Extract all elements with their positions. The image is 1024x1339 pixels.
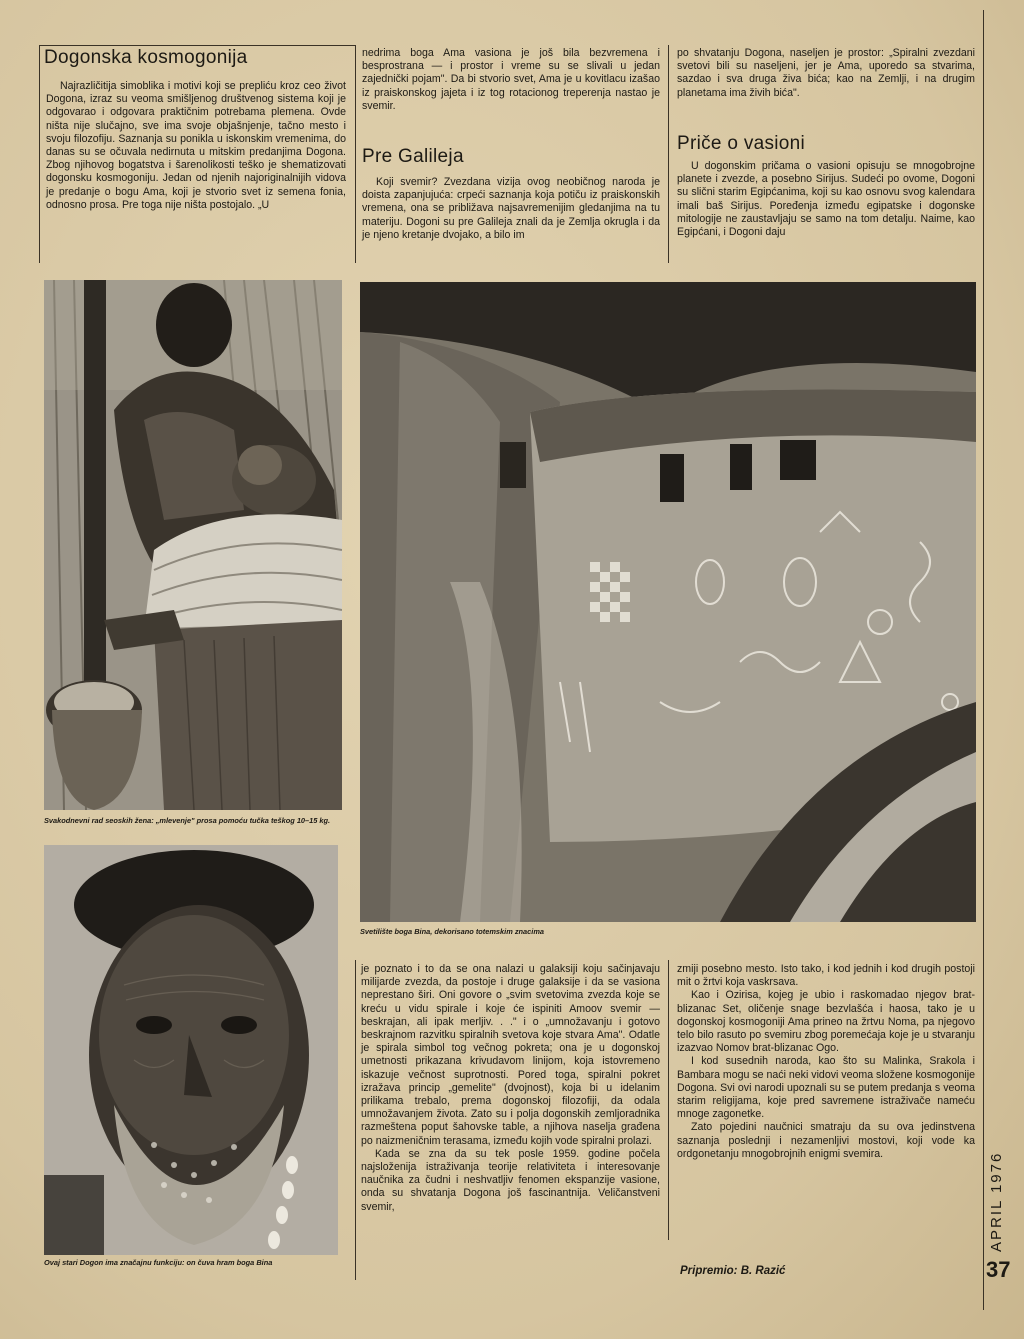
bottom-right-paragraph: Zato pojedini naučnici smatraju da su ova jedinstvena saznanja poslednji i nezamenljivi mostovi, koji vode ka ordgonetanju mnogobrojnih enigmi svemira. [677, 1121, 975, 1160]
column-rule [983, 10, 984, 1310]
author-byline: Pripremio: B. Razić [680, 1265, 786, 1277]
section-title-price-o-vasioni: Priče o vasioni [677, 133, 806, 154]
section3-top-body [677, 47, 975, 100]
section2-paragraph: Koji svemir? Zvezdana vizija ovog neobičnog naroda je doista zapanjujuća: crpeći saznanja koja potiču iz praiskonskih vremena, ona se približava najsavremenijim gledanjima na tu materiju. Dogoni su pre Galileja znali da je Zemlja okrugla i da je njeno kretanje dvojako, a bilo im [362, 176, 660, 241]
bottom-middle-paragraph: Kada se zna da su tek posle 1959. godine počela najsloženija istraživanja teorije relativiteta i interesovanje naučnika za čudni i neshvatljiv fenomen ekspanzije vasione, onda su shvatanja Dogona još fascinantnija. Veličanstveni svemir, [361, 1147, 660, 1213]
woman-photo-image [44, 280, 342, 810]
photo-shrine-of-bina [360, 282, 976, 922]
caption-elder-photo: Ovaj stari Dogon ima značajnu funkciju: on čuva hram boga Bina [44, 1258, 273, 1267]
column-rule [39, 45, 40, 263]
bottom-right-body [677, 963, 975, 1161]
issue-date: APRIL 1976 [988, 1151, 1005, 1252]
column-rule [668, 45, 669, 263]
column-rule [355, 45, 356, 263]
elder-photo-image [44, 845, 338, 1255]
bottom-right-paragraph: I kod susednih naroda, kao što su Malinka, Srakola i Bambara mogu se naći neki vidovi veoma složene kosmogonije Dogona. Svi ovi narodi upoznali su se putem predanja s veoma starim religijama, koje pred savremene istraživače nameću mnoge zagonetke. [677, 1055, 975, 1121]
section1-paragraph: Najrazličitija simoblika i motivi koji se prepliću kroz ceo život Dogona, izraz su veoma smišljenog društvenog sistema koji je odgovarao i odgovara praktičnim potrebama plemena. Ovde ništa nije slučajno, sve ima svoje objašnjenje, tačno mesto i svoju filozofiju. Saznanja su ponikla u iskonskim vremenima, do danas su se očuvala nedirnuta u mitskim predanjima Dogona. Zbog njihovog bogatstva i šarenolikosti teško je shematizovati dogonsku kosmogoniju. Jedan od njenih najoriginalnijih vidova je predanje o bogu Ama, koji je stvorio svet iz semena fonia, odnosno prosa. Pre toga nije ništa postojalo. „U [46, 80, 346, 211]
section2-top-paragraph: nedrima boga Ama vasiona je još bila bezvremena i besprostrana — i prostor i vreme su se slivali u jedan zajednički pojam". Da bi stvorio svet, Ama je u kovitlacu izašao iz praiskonskog jajeta i iz tog rotacionog treperenja nastao je svemir. [362, 47, 660, 112]
bottom-right-paragraph: zmiji posebno mesto. Isto tako, i kod jednih i kod drugih postoji mit o žrtvi koja vaskrsava. [677, 963, 975, 989]
bottom-middle-body [361, 963, 660, 1214]
caption-woman-photo: Svakodnevni rad seoskih žena: „mlevenje" prosa pomoću tučka teškog 10–15 kg. [44, 816, 331, 825]
section2-body [362, 176, 660, 242]
section1-body [46, 80, 346, 212]
section-title-pre-galileja: Pre Galileja [362, 146, 464, 167]
bottom-middle-paragraph: je poznato i to da se ona nalazi u galaksiji koju sačinjavaju milijarde zvezda, da postoje i druge galaksije i da se vasiona neprestano širi. Oni govore o „svim svetovima zvezda koje se kreću u vidu spirale i koje će ispiniti Amoov svemir — beskrajan, ali ipak merljiv. . ." i o „umnožavanju i gotovo beskrajnom razvitku spiralnih svetova koje stvara Ama". Odatle je spirala simbol tog večnog pokreta; ona je u dogonskoj umetnosti prikazana krivudavom linijom, koja istovremeno iskazuje večnost suprotnosti. Pored toga, spiralni pokret izražava princip „gemelite" (dvojnost), koja bi u idelanim prilikama trebalo, prema dogonskoj filozofiji, da odala umnožavanjem života. Zato su i polja dogonskih zemljoradnika razmeštena poput šahovske table, a njihova naselja građena po naizmeničnim terasama, između kojih vode spiralni prolazi. [361, 963, 660, 1147]
column-rule [668, 960, 669, 1240]
column-rule [355, 960, 356, 1280]
caption-shrine-photo: Svetilište boga Bina, dekorisano totemskim znacima [360, 927, 545, 936]
photo-woman-grinding [44, 280, 342, 810]
section-title-dogonska-kosmogonija: Dogonska kosmogonija [44, 47, 248, 68]
section3-top-paragraph: po shvatanju Dogona, naseljen je prostor: „Spiralni zvezdani svetovi bili su naseljeni, jer je Ama, uporedo sa stvarima, sazdao i sva druga živa bića; kao na Zemlji, i na drugim planetama ima živih bića". [677, 47, 975, 99]
page-number: 37 [986, 1257, 1011, 1282]
section3-paragraph: U dogonskim pričama o vasioni opisuju se mnogobrojne planete i zvezde, a posebno Sirijus. Sudeći po ovome, Dogoni su slični starim Egipćanima, koji su kao osnovu svog kalendara imali baš Sirijus. Poređenja između egipatske i dogonske mitologije ne zaustavljaju se samo na tom detalju. Naime, kao Egipćani, i Dogoni daju [677, 160, 975, 239]
photo-old-dogon-man [44, 845, 338, 1255]
bottom-right-paragraph: Kao i Ozirisa, kojeg je ubio i raskomadao njegov brat-blizanac Set, oličenje snage bezvlašća i haosa, tako je u dogonskoj kosmogoniji Ama prineo na žrtvu Noma, pa njegovo telo bilo rasuto po svemiru zbog poremećaja koje je u stvaranju izazvao Nomov brat-blizanac Ogo. [677, 989, 975, 1055]
top-rule [39, 45, 355, 46]
section2-top-body [362, 47, 660, 113]
shrine-photo-image [360, 282, 976, 922]
section3-body [677, 160, 975, 239]
